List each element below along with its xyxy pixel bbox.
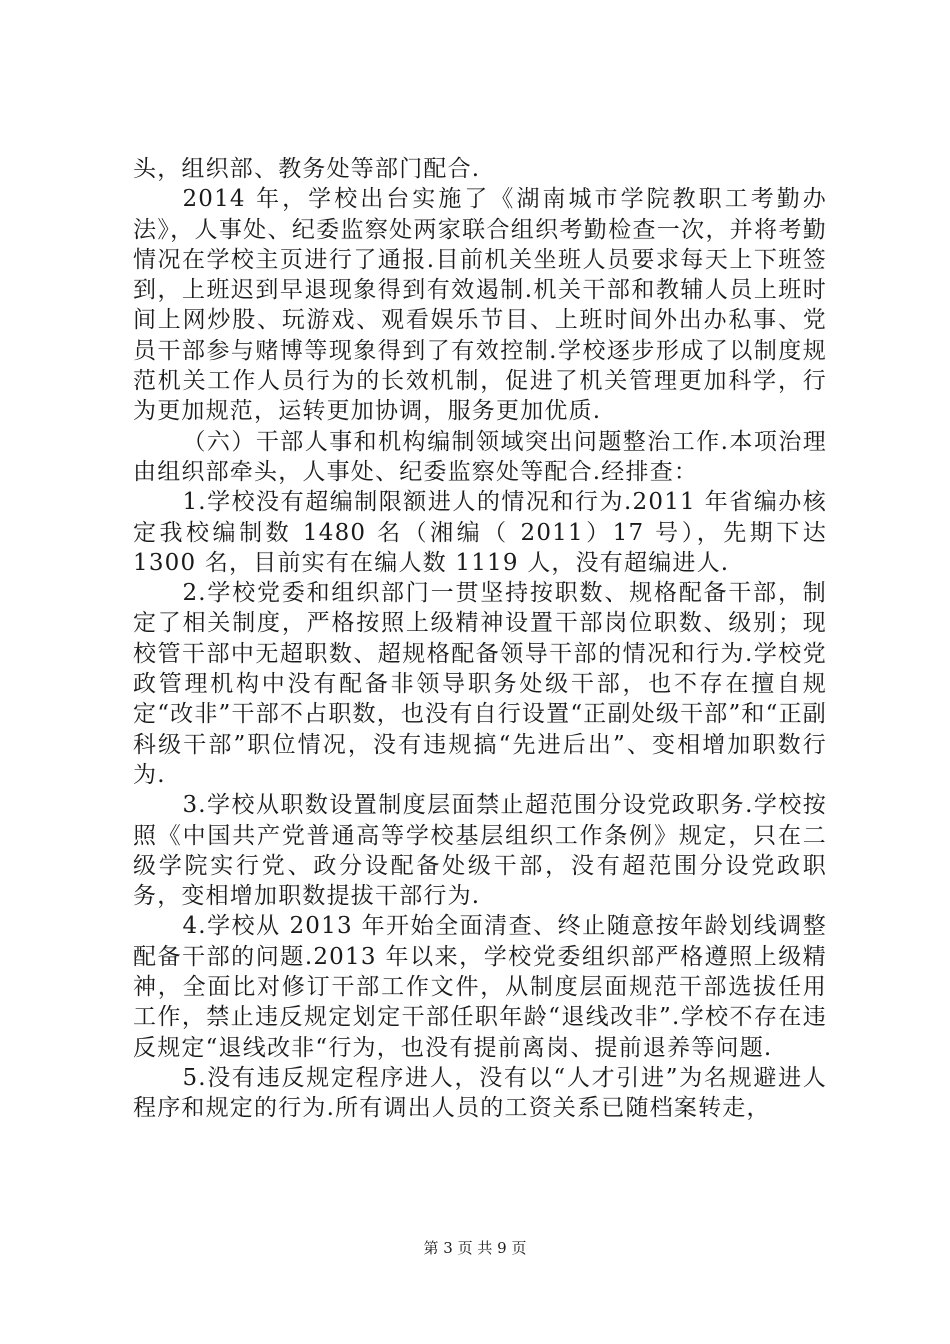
paragraph-item-1: 1.学校没有超编制限额进人的情况和行为.2011 年省编办核定我校编制数 1480 名（湘编（ 2011）17 号），先期下达 1300 名，目前实有在编人数 1119 人，没有超编进人. (133, 489, 827, 576)
paragraph-item-5: 5.没有违反规定程序进人，没有以“人才引进”为名规避进人程序和规定的行为.所有调出人员的工资关系已随档案转走， (133, 1064, 827, 1122)
paragraph-item-2: 2.学校党委和组织部门一贯坚持按职数、规格配备干部，制定了相关制度，严格按照上级精神设置干部岗位职数、级别；现校管干部中无超职数、超规格配备领导干部的情况和行为.学校党政管理机构中没有配备非领导职务处级干部，也不存在擅自规定“改非”干部不占职数，也没有自行设置“正副处级干部”和“正副科级干部”职位情况，没有违规搞“先进后出”、变相增加职数行为. (133, 580, 827, 788)
paragraph-attendance: 2014 年，学校出台实施了《湖南城市学院教职工考勤办法》，人事处、纪委监察处两家联合组织考勤检查一次，并将考勤情况在学校主页进行了通报.目前机关坐班人员要求每天上下班签到，上班迟到早退现象得到有效遏制.机关干部和教辅人员上班时间上网炒股、玩游戏、观看娱乐节目、上班时间外出办私事、党员干部参与赌博等现象得到了有效控制.学校逐步形成了以制度规范机关工作人员行为的长效机制，促进了机关管理更加科学，行为更加规范，运转更加协调，服务更加优质. (133, 186, 827, 425)
page-footer: 第 3 页 共 9 页 (423, 1239, 527, 1257)
paragraph-item-3: 3.学校从职数设置制度层面禁止超范围分设党政职务.学校按照《中国共产党普通高等学校基层组织工作条例》规定，只在二级学院实行党、政分设配备处级干部，没有超范围分设党政职务，变相增加职数提拔干部行为. (133, 792, 827, 910)
paragraph-section-six: （六）干部人事和机构编制领域突出问题整治工作.本项治理由组织部牵头，人事处、纪委监察处等配合.经排查： (133, 428, 827, 485)
paragraph-item-4: 4.学校从 2013 年开始全面清查、终止随意按年龄划线调整配备干部的问题.2013 年以来，学校党委组织部严格遵照上级精神，全面比对修订干部工作文件，从制度层面规范干部选拔任用工作，禁止违反规定划定干部任职年龄“退线改非”.学校不存在违反规定“退线改非“行为，也没有提前离岗、提前退养等问题. (133, 913, 827, 1061)
paragraph-continuation: 头，组织部、教务处等部门配合. (133, 156, 481, 182)
document-body (133, 154, 827, 1124)
